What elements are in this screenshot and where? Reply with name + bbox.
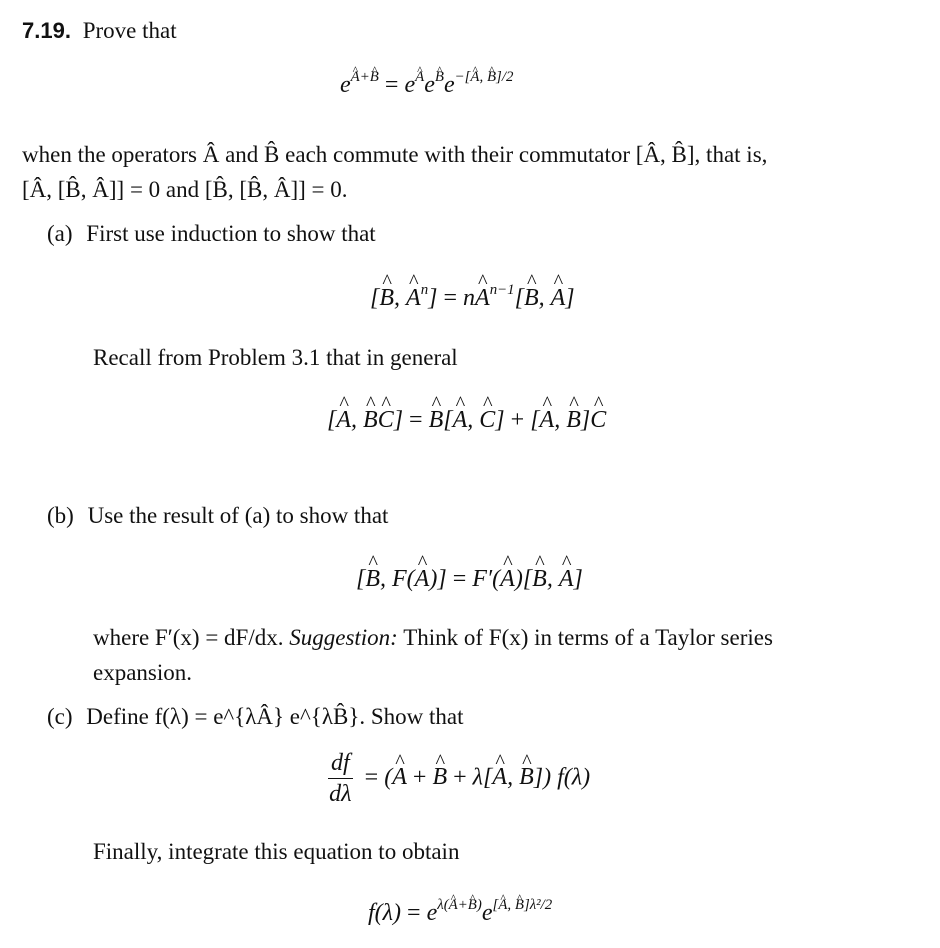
part-c-label: (c) [47,704,73,729]
part-c-show: Show that [370,704,464,729]
part-a-text: First use induction to show that [86,221,376,246]
suggestion-label: Suggestion: [289,625,398,650]
problem-number: 7.19. [22,18,71,43]
where-post: Think of F(x) in terms of a Taylor series [403,625,773,650]
condition-line-2: [Â, [B̂, Â]] = 0 and [B̂, [B̂, Â]] = 0. [22,177,348,202]
where-pre: where F′(x) = dF/dx. [93,625,284,650]
part-b-label: (b) [47,503,74,528]
where-line-1 [93,624,773,653]
problem-header [22,17,177,46]
fraction-df-dlambda: $\frac{df}{d\lambda}$ [329,750,352,808]
problem-prompt: Prove that [82,18,177,43]
equation-a: [^ B, ^ $A^n$] = n^ $A^{n-1}[\^{}$ B, ^ A] [370,283,575,313]
finally-text: Finally, integrate this equation to obtain [93,839,460,864]
recall-text: Recall from Problem 3.1 that in general [93,345,458,370]
equation-b: [^ B, F(^ A)] = F′(^ A)[^ B, ^ A] [356,564,583,594]
part-a-label: (a) [47,221,73,246]
part-b-text: Use the result of (a) to show that [87,503,389,528]
part-c-heading [47,703,464,732]
part-c-define: Define f(λ) = e^{λÂ} e^{λB̂}. [86,704,366,729]
equation-main: $e^{A+B} = e^Ae^Be^{-[A, B]/2}$ [340,68,514,98]
part-b-heading [47,502,388,531]
equation-recall: [^ A, ^ B^ C] = ^ B[^ A, ^ C] + [^ A, ^ B]^ C [327,405,606,435]
where-line-2: expansion. [93,660,193,685]
equation-final: $f(\lambda) = e^{\lambda(A+B)}e^{[A, B]\lambda^2/2}$ [368,896,553,926]
equation-c: $\frac{df}{d\lambda}$ = (^ A + ^ B + λ[^ A, ^ B]) f(λ) [328,750,590,808]
part-a-heading [47,220,376,249]
condition-line-1: when the operators Â and B̂ each commute with their commutator [Â, B̂], that is, [22,142,768,167]
